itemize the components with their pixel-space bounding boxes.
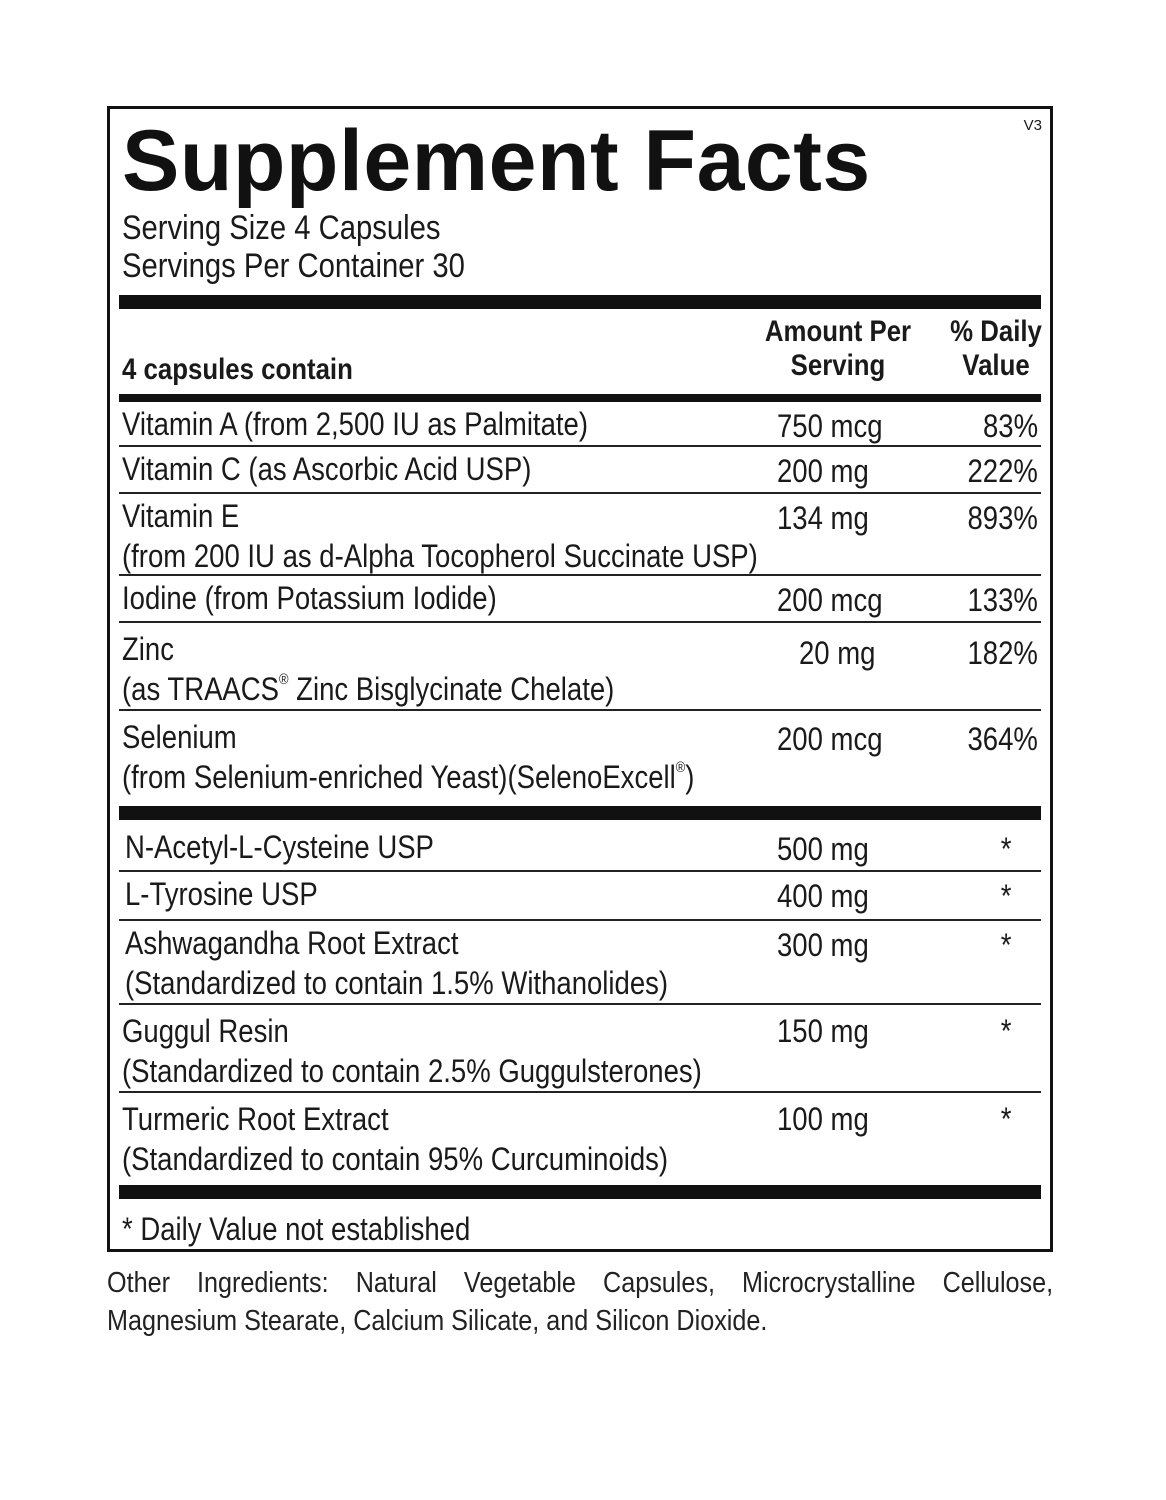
amount-per-serving-header <box>752 315 924 383</box>
table-row <box>119 1093 1041 1181</box>
table-row <box>119 1005 1041 1093</box>
nutrient-name <box>122 496 758 576</box>
dv-header-line2: Value <box>962 349 1030 382</box>
daily-value-footnote: * Daily Value not established <box>122 1211 471 1247</box>
nutrient-daily-value: 133% <box>967 582 1038 618</box>
nutrient-amount: 20 mg <box>799 635 876 671</box>
serving-size: Serving Size 4 Capsules <box>122 209 441 247</box>
table-row <box>119 494 1041 576</box>
ingredient-name-line1: Ashwagandha Root Extract <box>125 925 459 961</box>
nutrient-daily-value: 364% <box>967 721 1038 757</box>
table-row <box>119 921 1041 1005</box>
table-row <box>119 576 1041 623</box>
nutrient-name-line2: (as TRAACS® Zinc Bisglycinate Chelate) <box>122 671 615 707</box>
daily-value-header <box>939 315 1053 383</box>
ingredient-name-line2: (Standardized to contain 2.5% Guggulsterones) <box>122 1053 702 1089</box>
nutrient-name-line2: (from Selenium-enriched Yeast)(SelenoExcell®) <box>122 759 695 795</box>
version-label: V3 <box>1023 117 1042 134</box>
ingredient-name-line2: (Standardized to contain 1.5% Withanolides) <box>125 965 669 1001</box>
amount-header-line2: Serving <box>790 349 886 382</box>
nutrient-amount: 750 mcg <box>777 408 883 444</box>
ingredient-name-line1: Guggul Resin <box>122 1013 289 1049</box>
panel-title: Supplement Facts <box>122 113 871 209</box>
column-label-header: 4 capsules contain <box>122 353 353 386</box>
nutrient-name: Vitamin C (as Ascorbic Acid USP) <box>122 451 532 487</box>
table-row <box>119 402 1041 447</box>
ingredient-daily-value: * <box>1000 1013 1011 1049</box>
table-row <box>119 623 1041 711</box>
ingredient-amount: 300 mg <box>777 927 869 963</box>
ingredient-name-line2: (Standardized to contain 95% Curcuminoids) <box>122 1141 669 1177</box>
serving-info <box>122 209 465 285</box>
nutrient-daily-value: 83% <box>982 408 1038 444</box>
nutrient-amount: 200 mcg <box>777 721 883 757</box>
nutrient-daily-value: 182% <box>967 635 1038 671</box>
dv-header-line1: % Daily <box>950 315 1042 348</box>
ingredient-daily-value: * <box>1000 878 1011 914</box>
ingredient-amount: 100 mg <box>777 1101 869 1137</box>
table-row <box>119 711 1041 803</box>
supplement-facts-panel <box>107 106 1053 1252</box>
nutrient-name-line1: Selenium <box>122 719 237 755</box>
nutrient-name: Iodine (from Potassium Iodide) <box>122 580 497 616</box>
ingredient-amount: 150 mg <box>777 1013 869 1049</box>
ingredient-daily-value: * <box>1000 831 1011 867</box>
ingredient-daily-value: * <box>1000 1101 1011 1137</box>
nutrient-name-line1: Zinc <box>122 631 174 667</box>
ingredient-name <box>125 923 668 1003</box>
nutrient-name <box>122 629 614 709</box>
registered-mark: ® <box>675 759 686 776</box>
nutrient-name-line2: (from 200 IU as d-Alpha Tocopherol Succinate USP) <box>122 538 758 574</box>
nutrient-name <box>122 717 694 797</box>
table-row <box>119 447 1041 494</box>
divider-bar <box>119 295 1041 309</box>
servings-per-container: Servings Per Container 30 <box>122 247 465 285</box>
registered-mark: ® <box>279 671 289 688</box>
ingredient-name <box>122 1099 668 1179</box>
ingredient-name <box>122 1011 702 1091</box>
nutrient-daily-value: 222% <box>967 453 1038 489</box>
nutrient-amount: 134 mg <box>777 500 869 536</box>
nutrient-amount: 200 mg <box>777 453 869 489</box>
ingredient-name: L-Tyrosine USP <box>125 876 318 912</box>
nutrient-name-line1: Vitamin E <box>122 498 240 534</box>
ingredient-amount: 500 mg <box>777 831 869 867</box>
nutrient-name: Vitamin A (from 2,500 IU as Palmitate) <box>122 406 588 442</box>
ingredient-name-line1: Turmeric Root Extract <box>122 1101 389 1137</box>
amount-header-line1: Amount Per <box>764 315 912 348</box>
ingredient-name: N-Acetyl-L-Cysteine USP <box>125 829 434 865</box>
other-ingredients: Other Ingredients: Natural Vegetable Capsules, Microcrystalline Cellulose, Magnesium Stearate, Calcium Silicate, and Silicon Dioxide. <box>107 1267 1054 1337</box>
nutrient-amount: 200 mcg <box>777 582 883 618</box>
ingredient-daily-value: * <box>1000 927 1011 963</box>
table-row <box>119 872 1041 921</box>
table-row <box>119 825 1041 872</box>
divider-bar <box>119 806 1041 820</box>
ingredient-amount: 400 mg <box>777 878 869 914</box>
divider-bar <box>119 1185 1041 1199</box>
divider-bar <box>119 394 1041 402</box>
nutrient-daily-value: 893% <box>967 500 1038 536</box>
